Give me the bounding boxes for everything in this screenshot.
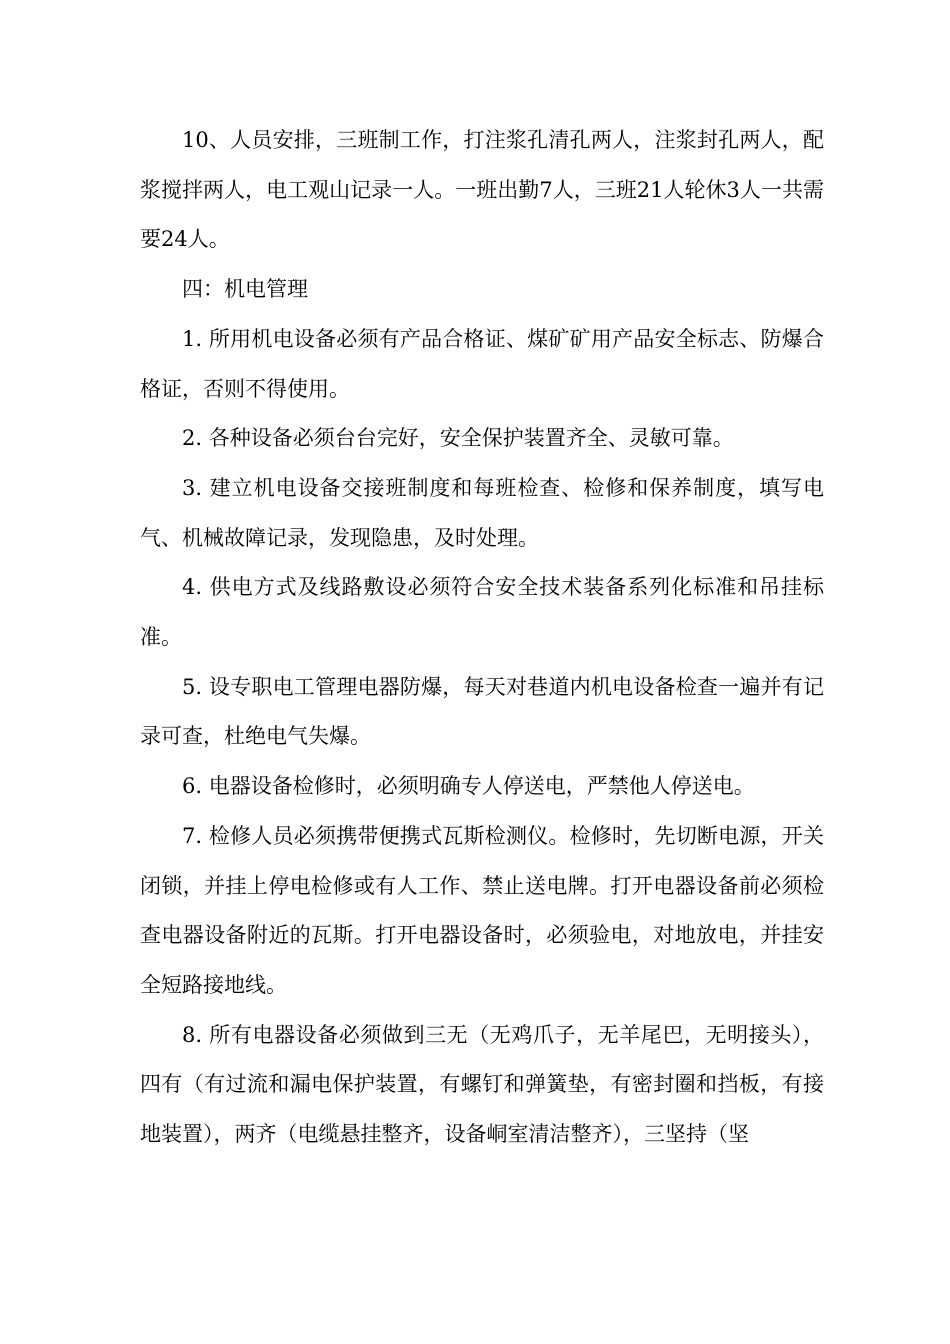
paragraph-item-6: 6. 电器设备检修时，必须明确专人停送电，严禁他人停送电。: [182, 774, 755, 799]
document-body: [140, 116, 824, 1160]
paragraph-item-5: 5. 设专职电工管理电器防爆，每天对巷道内机电设备检查一遍并有记录可查，杜绝电气失爆。: [140, 674, 824, 749]
section-heading-electromechanical: 四：机电管理: [182, 277, 308, 302]
paragraph-item-8: 8. 所有电器设备必须做到三无（无鸡爪子，无羊尾巴，无明接头），四有（有过流和漏电保护装置，有螺钉和弹簧垫，有密封圈和挡板，有接地装置），两齐（电缆悬挂整齐，设备峒室清洁整齐），三坚持（坚: [140, 1022, 824, 1147]
paragraph-item-2: 2. 各种设备必须台台完好，安全保护装置齐全、灵敏可靠。: [182, 426, 734, 451]
paragraph-item-3: 3. 建立机电设备交接班制度和每班检查、检修和保养制度，填写电气、机械故障记录，发现隐患，及时处理。: [140, 475, 824, 550]
paragraph-item-4: 4. 供电方式及线路敷设必须符合安全技术装备系列化标准和吊挂标准。: [140, 575, 824, 650]
paragraph-personnel: 10、人员安排，三班制工作，打注浆孔清孔两人，注浆封孔两人，配浆搅拌两人，电工观山记录一人。一班出勤7人，三班21人轮休3人一共需要24人。: [140, 128, 824, 252]
paragraph-item-1: 1. 所用机电设备必须有产品合格证、煤矿矿用产品安全标志、防爆合格证，否则不得使用。: [140, 326, 824, 401]
paragraph-item-7: 7. 检修人员必须携带便携式瓦斯检测仪。检修时，先切断电源，开关闭锁，并挂上停电检修或有人工作、禁止送电牌。打开电器设备前必须检查电器设备附近的瓦斯。打开电器设备时，必须验电，对地放电，并挂安全短路接地线。: [140, 823, 824, 997]
